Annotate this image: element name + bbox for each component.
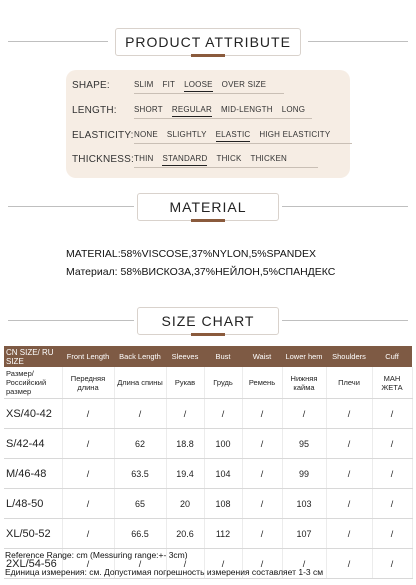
measure-cell: 95: [282, 429, 326, 459]
reference-note-ru: Единица измерения: см. Допустимая погрешность измерения составляет 1-3 см: [5, 567, 324, 577]
column-header-ru: Рукав: [166, 367, 204, 399]
measure-cell: /: [242, 429, 282, 459]
table-header-ru: [4, 367, 412, 399]
measure-cell: /: [62, 429, 114, 459]
measure-cell: /: [166, 399, 204, 429]
attribute-option: NONE: [134, 130, 158, 139]
heading-rule-right: [282, 320, 408, 321]
size-cell: XL/50-52: [4, 519, 62, 549]
heading-rule-left: [8, 320, 134, 321]
heading-text: MATERIAL: [169, 199, 247, 215]
column-header-ru: Грудь: [204, 367, 242, 399]
measure-cell: /: [114, 549, 166, 579]
attribute-row: [72, 154, 296, 166]
heading-rule-left: [8, 41, 108, 42]
table-row: [4, 399, 412, 429]
measure-cell: /: [242, 489, 282, 519]
measure-cell: /: [372, 519, 412, 549]
heading-box: [137, 307, 279, 335]
measure-cell: 112: [204, 519, 242, 549]
column-header: Lower hem: [282, 346, 326, 367]
heading-accent: [191, 333, 225, 336]
heading-box: [137, 193, 279, 221]
attribute-rule: [134, 143, 352, 144]
attribute-option: THICKEN: [250, 154, 287, 163]
column-header-ru: Размер/ Российский размер: [4, 367, 62, 399]
measure-cell: /: [326, 489, 372, 519]
attribute-option: THIN: [134, 154, 154, 163]
attribute-row: [72, 105, 314, 117]
attribute-option: LONG: [281, 105, 306, 114]
measure-cell: /: [204, 399, 242, 429]
measure-cell: /: [372, 489, 412, 519]
column-header: Cuff: [372, 346, 412, 367]
attribute-option: SHORT: [134, 105, 163, 114]
measure-cell: /: [242, 459, 282, 489]
measure-cell: /: [204, 549, 242, 579]
column-header-ru: МАН ЖЕТА: [372, 367, 412, 399]
column-header: Waist: [242, 346, 282, 367]
table-row: [4, 519, 412, 549]
heading-text: SIZE CHART: [161, 313, 255, 329]
measure-cell: 107: [282, 519, 326, 549]
material-line-en: MATERIAL:58%VISCOSE,37%NYLON,5%SPANDEX: [66, 248, 316, 260]
attribute-label: SHAPE:: [72, 80, 110, 91]
measure-cell: /: [166, 549, 204, 579]
attribute-option-selected: REGULAR: [172, 105, 212, 117]
attribute-option-selected: ELASTIC: [216, 130, 251, 142]
attribute-option: SLIM: [134, 80, 154, 89]
measure-cell: /: [372, 429, 412, 459]
measure-cell: 20: [166, 489, 204, 519]
column-header-ru: Ремень: [242, 367, 282, 399]
size-cell: S/42-44: [4, 429, 62, 459]
measure-cell: /: [62, 399, 114, 429]
column-header: Sleeves: [166, 346, 204, 367]
column-header-ru: Длина спины: [114, 367, 166, 399]
size-chart-table: [4, 346, 413, 579]
measure-cell: /: [62, 489, 114, 519]
heading-rule-right: [282, 206, 408, 207]
size-cell: XS/40-42: [4, 399, 62, 429]
measure-cell: /: [326, 399, 372, 429]
measure-cell: /: [326, 429, 372, 459]
size-cell: M/46-48: [4, 459, 62, 489]
table-row: [4, 459, 412, 489]
attribute-row: [72, 80, 275, 92]
attribute-rule: [134, 93, 284, 94]
measure-cell: /: [242, 399, 282, 429]
attribute-option: HIGH ELASTICITY: [259, 130, 331, 139]
heading-rule-right: [308, 41, 408, 42]
table-header-en: [4, 346, 412, 367]
measure-cell: /: [242, 549, 282, 579]
heading-accent: [191, 219, 225, 222]
attribute-rule: [134, 167, 318, 168]
reference-note-en: Reference Range: cm (Messuring range:+- 3cm): [5, 550, 188, 560]
size-chart-heading: [0, 307, 416, 335]
measure-cell: 100: [204, 429, 242, 459]
material-line-ru: Материал: 58%ВИСКОЗА,37%НЕЙЛОН,5%СПАНДЕКС: [66, 266, 336, 278]
measure-cell: /: [282, 549, 326, 579]
column-header-ru: Плечи: [326, 367, 372, 399]
table-row: [4, 489, 412, 519]
measure-cell: /: [62, 549, 114, 579]
table-row: [4, 429, 412, 459]
measure-cell: /: [242, 519, 282, 549]
size-cell: L/48-50: [4, 489, 62, 519]
column-header: Back Length: [114, 346, 166, 367]
column-header-ru: Передняя длина: [62, 367, 114, 399]
attribute-row: [72, 130, 339, 142]
attribute-option-selected: LOOSE: [184, 80, 213, 92]
column-header-ru: Нижняя кайма: [282, 367, 326, 399]
heading-box: [115, 28, 301, 56]
measure-cell: 103: [282, 489, 326, 519]
attribute-label: LENGTH:: [72, 105, 117, 116]
measure-cell: /: [282, 399, 326, 429]
measure-cell: 65: [114, 489, 166, 519]
measure-cell: /: [372, 549, 412, 579]
product-attribute-heading: [0, 28, 416, 56]
measure-cell: /: [326, 519, 372, 549]
heading-text: PRODUCT ATTRIBUTE: [125, 34, 291, 50]
measure-cell: /: [326, 459, 372, 489]
attribute-option-selected: STANDARD: [162, 154, 207, 166]
column-header: Bust: [204, 346, 242, 367]
attribute-label: THICKNESS:: [72, 154, 135, 165]
measure-cell: /: [114, 399, 166, 429]
measure-cell: 104: [204, 459, 242, 489]
measure-cell: 20.6: [166, 519, 204, 549]
attribute-option: MID-LENGTH: [220, 105, 273, 114]
column-header: Shoulders: [326, 346, 372, 367]
attribute-option: THICK: [216, 154, 242, 163]
measure-cell: /: [372, 399, 412, 429]
attribute-label: ELASTICITY:: [72, 130, 134, 141]
measure-cell: 108: [204, 489, 242, 519]
measure-cell: 66.5: [114, 519, 166, 549]
measure-cell: 19.4: [166, 459, 204, 489]
measure-cell: /: [372, 459, 412, 489]
measure-cell: 99: [282, 459, 326, 489]
measure-cell: /: [326, 549, 372, 579]
attribute-option: FIT: [162, 80, 176, 89]
measure-cell: /: [62, 519, 114, 549]
size-cell: 2XL/54-56: [4, 549, 62, 579]
heading-accent: [191, 54, 225, 57]
heading-rule-left: [8, 206, 134, 207]
attribute-rule: [134, 118, 312, 119]
material-heading: [0, 193, 416, 221]
attribute-option: OVER SIZE: [221, 80, 267, 89]
attribute-option: SLIGHTLY: [166, 130, 207, 139]
column-header: Front Length: [62, 346, 114, 367]
measure-cell: 63.5: [114, 459, 166, 489]
measure-cell: /: [62, 459, 114, 489]
attribute-panel: [66, 70, 350, 178]
measure-cell: 62: [114, 429, 166, 459]
measure-cell: 18.8: [166, 429, 204, 459]
column-header: CN SIZE/ RU SIZE: [4, 346, 62, 367]
